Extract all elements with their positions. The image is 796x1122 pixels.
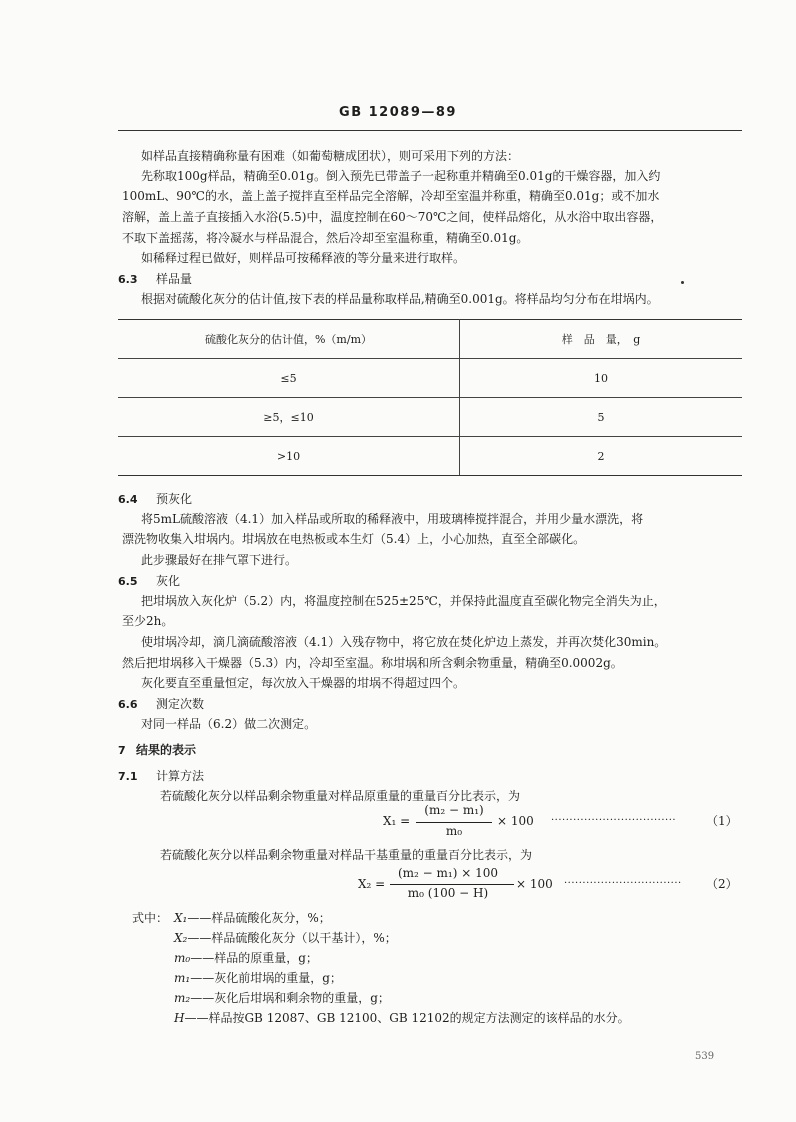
equation-multiplier: × 100 — [516, 877, 553, 891]
variable-description: ——灰化后坩埚和剩余物的重量，g； — [190, 991, 390, 1005]
paragraph-line: 漂洗物收集入坩埚内。坩埚放在电热板或本生灯（5.4）上，小心加热，直至全部碳化。 — [122, 532, 586, 546]
table-cell: 5 — [460, 398, 743, 437]
equation-denominator: m₀ (100 − H) — [407, 886, 489, 900]
sample-mass-table — [118, 319, 742, 476]
table-cell: 2 — [460, 437, 743, 476]
paragraph-line: 至少2h。 — [122, 614, 174, 628]
section-title: 灰化 — [156, 574, 181, 588]
paragraph-line: 然后把坩埚移入干燥器（5.3）内，冷却至室温。称坩埚和所含剩余物重量，精确至0.0002g。 — [122, 656, 623, 670]
equation-multiplier: × 100 — [497, 814, 534, 828]
variable-symbol: m₂ — [174, 991, 191, 1005]
section-number: 6.6 — [118, 698, 138, 711]
equation-number: （1） — [706, 814, 738, 828]
section-7-1-heading — [118, 768, 204, 785]
variable-definition — [174, 970, 342, 986]
section-7-heading — [118, 742, 196, 759]
paragraph-line: 使坩埚冷却，滴几滴硫酸溶液（4.1）入残存物中，将它放在焚化炉边上蒸发，并再次焚化30min。 — [141, 635, 667, 649]
fraction-bar — [416, 822, 492, 823]
variable-symbol: H — [174, 1011, 185, 1025]
where-lead: 式中： — [132, 911, 169, 925]
variable-definition — [174, 930, 397, 946]
section-6-6-heading — [118, 696, 204, 713]
paragraph-line: 先称取100g样品，精确至0.01g。倒入预先已带盖子一起称重并精确至0.01g的干燥容器，加入约 — [141, 169, 661, 183]
paragraph-line: 溶解，盖上盖子直接插入水浴(5.5)中，温度控制在60～70℃之间，使样品熔化，从水浴中取出容器， — [122, 210, 663, 224]
paragraph-line: 此步骤最好在排气罩下进行。 — [141, 553, 298, 567]
table-header-cell: 样 品 量， g — [460, 320, 743, 359]
table-row — [118, 359, 742, 398]
variable-symbol: m₁ — [174, 971, 191, 985]
variable-definition — [174, 990, 390, 1006]
table-header-cell: 硫酸化灰分的估计值，%（m/m） — [118, 320, 460, 359]
section-6-4-heading — [118, 491, 192, 508]
variable-symbol: X₂ — [174, 931, 188, 945]
fraction-bar — [390, 884, 514, 885]
section-6-5-heading — [118, 573, 180, 590]
table-header-row — [118, 320, 742, 359]
section-number: 6.4 — [118, 493, 138, 506]
paragraph-line: 根据对硫酸化灰分的估计值,按下表的样品量称取样品,精确至0.001g。将样品均匀分布在坩埚内。 — [141, 292, 659, 306]
table-cell: ≤5 — [118, 359, 460, 398]
paragraph-line: 把坩埚放入灰化炉（5.2）内，将温度控制在525±25℃，并保持此温度直至碳化物完全消失为止， — [141, 594, 666, 608]
paragraph-line: 灰化要直至重量恒定，每次放入干燥器的坩埚不得超过四个。 — [141, 676, 466, 690]
table-row — [118, 398, 742, 437]
section-title: 测定次数 — [156, 697, 205, 711]
variable-symbol: X₁ — [174, 911, 188, 925]
section-number: 7 — [118, 744, 126, 757]
section-title: 预灰化 — [156, 492, 193, 506]
variable-description: ——样品硫酸化灰分（以干基计），%； — [187, 931, 397, 945]
equation-numerator: (m₂ − m₁) × 100 — [397, 866, 498, 880]
variable-description: ——样品的原重量，g； — [190, 951, 318, 965]
standard-header: GB 12089—89 — [339, 105, 457, 120]
table-row — [118, 437, 742, 476]
paragraph-line: 若硫酸化灰分以样品剩余物重量对样品干基重量的重量百分比表示，为 — [160, 848, 533, 862]
table-cell: >10 — [118, 437, 460, 476]
equation-leader-dots: ································ — [564, 878, 682, 889]
paragraph-line: 将5mL硫酸溶液（4.1）加入样品或所取的稀释液中，用玻璃棒搅拌混合，并用少量水漂洗，将 — [141, 512, 644, 526]
section-number: 6.3 — [118, 273, 138, 286]
variable-description: ——样品硫酸化灰分，%； — [187, 911, 331, 925]
section-number: 7.1 — [118, 770, 138, 783]
paragraph-line: 若硫酸化灰分以样品剩余物重量对样品原重量的重量百分比表示，为 — [160, 789, 521, 803]
variable-symbol: m₀ — [174, 951, 191, 965]
section-number: 6.5 — [118, 575, 138, 588]
variable-definition — [174, 910, 331, 926]
equation-numerator: (m₂ − m₁) — [424, 803, 484, 817]
page-number: 539 — [695, 1051, 715, 1062]
equation-denominator: m₀ — [445, 824, 463, 838]
section-6-3-heading — [118, 271, 192, 288]
variable-definition — [174, 1010, 630, 1026]
stray-dot — [681, 281, 684, 284]
variable-description: ——灰化前坩埚的重量，g； — [190, 971, 342, 985]
table-cell: ≥5，≤10 — [118, 398, 460, 437]
equation-lhs: X₁ = — [383, 814, 411, 828]
variable-description: ——样品按GB 12087、GB 12100、GB 12102的规定方法测定的该样品的水分。 — [184, 1011, 630, 1025]
paragraph-line: 对同一样品（6.2）做二次测定。 — [141, 717, 317, 731]
paragraph-line: 不取下盖摇荡，将冷凝水与样品混合，然后冷却至室温称重，精确至0.01g。 — [122, 231, 529, 245]
equation-leader-dots: ·································· — [551, 815, 677, 826]
equation-number: （2） — [706, 877, 738, 891]
variable-definition — [174, 950, 318, 966]
section-title: 样品量 — [156, 272, 193, 286]
equation-lhs: X₂ = — [358, 877, 386, 891]
paragraph-line: 如样品直接精确称量有困难（如葡萄糖成团状），则可采用下列的方法： — [141, 149, 520, 163]
table-cell: 10 — [460, 359, 743, 398]
section-title: 计算方法 — [156, 769, 205, 783]
section-title: 结果的表示 — [136, 743, 197, 757]
paragraph-line: 100mL、90℃的水，盖上盖子搅拌直至样品完全溶解，冷却至室温并称重，精确至0.01g；或不加水 — [122, 189, 660, 203]
paragraph-line: 如稀释过程已做好，则样品可按稀释液的等分量来进行取样。 — [141, 251, 466, 265]
header-rule — [118, 130, 742, 131]
